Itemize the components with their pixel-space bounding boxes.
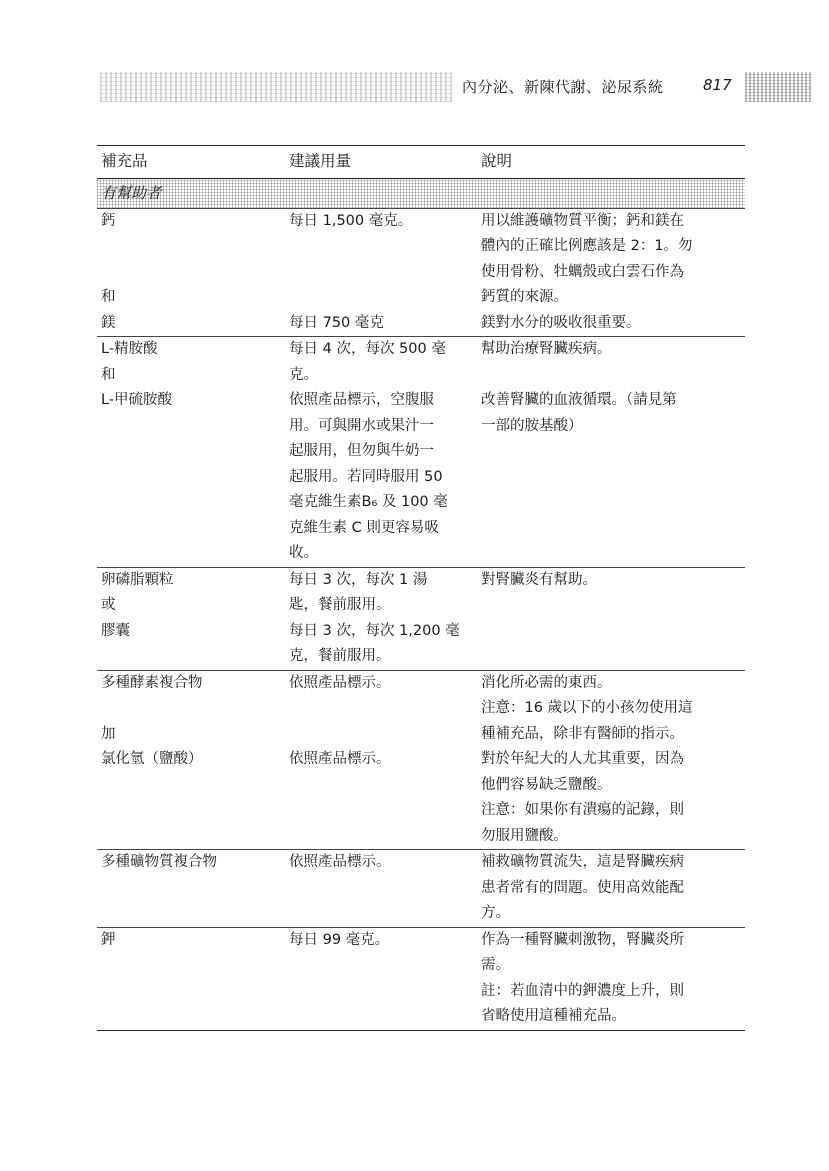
dosage-cell [285,208,477,337]
supplement-line: 加 [101,725,116,742]
table-row [97,337,745,568]
dosage-line: 每日 750 毫克 [289,314,384,331]
running-head: 內分泌、新陳代謝、泌尿系統 [462,78,664,96]
table-row [97,208,745,337]
description-line: 註：若血清中的鉀濃度上升，則 [481,982,684,999]
dosage-line: 每日 3 次，每次 1 湯 [289,571,428,588]
section-cell [97,178,745,208]
supplement-line: 氯化氫（鹽酸） [101,751,203,767]
supplement-line [101,696,281,722]
description-line: 體內的正確比例應該是 2：1。勿 [481,238,693,254]
dosage-line: 匙，餐前服用。 [289,597,391,613]
supplement-line: 和 [101,366,116,383]
supplement-line: L-甲硫胺酸 [101,392,173,408]
description-line: 對腎臟炎有幫助。 [481,571,597,588]
page-number: 817 [703,76,732,94]
supplement-cell [97,850,285,928]
description-line: 幫助治療腎臟疾病。 [481,341,612,357]
dosage-line: 用。可與開水或果汁一 [289,417,434,434]
supplement-line: 鎂 [101,314,116,331]
dosage-cell [285,567,477,670]
description-cell [477,670,745,850]
supplement-line: 多種礦物質複合物 [101,854,217,870]
dosage-cell [285,670,477,850]
section-row [97,178,745,208]
column-header-supplement: 補充品 [97,146,285,179]
supplement-cell [97,927,285,1030]
table-header [97,146,745,179]
dosage-line [289,260,473,286]
supplement-cell [97,208,285,337]
supplement-line: 或 [101,597,116,613]
supplement-line: 和 [101,289,116,305]
dosage-line [289,696,473,722]
header-scan-artifact-right [745,72,811,102]
table-row [97,927,745,1030]
description-cell [477,927,745,1030]
description-line: 使用骨粉、牡蠣殼或白雲石作為 [481,263,684,280]
description-line [481,363,741,389]
table-row [97,670,745,850]
supplement-line: 鈣 [101,212,116,229]
supplement-line: 鉀 [101,931,116,948]
dosage-cell [285,927,477,1030]
description-line: 省略使用這種補充品。 [481,1008,626,1024]
dosage-line: 克，餐前服用。 [289,648,391,664]
description-line: 注意：16 歲以下的小孩勿使用這 [481,700,693,716]
dosage-line: 依照產品標示。 [289,854,391,870]
description-cell [477,337,745,568]
dosage-line: 收。 [289,545,318,561]
header-scan-artifact [100,72,452,102]
dosage-line: 每日 4 次，每次 500 毫 [289,341,446,357]
dosage-line: 每日 3 次，每次 1,200 毫 [289,622,460,639]
dosage-line: 起服用，但勿與牛奶一 [289,443,434,459]
description-line: 方。 [481,905,510,921]
description-line: 注意：如果你有潰瘍的記錄，則 [481,802,684,818]
dosage-line: 依照產品標示。 [289,751,391,767]
dosage-line: 克維生素 C 則更容易吸 [289,519,439,536]
description-line: 作為一種腎臟刺激物，腎臟炎所 [481,931,684,948]
description-line: 種補充品，除非有醫師的指示。 [481,725,684,742]
description-line: 改善腎臟的血液循環。（請見第 [481,392,677,408]
supplement-line [101,234,281,260]
description-line: 患者常有的問題。使用高效能配 [481,879,684,896]
description-cell [477,208,745,337]
supplement-line: 膠囊 [101,622,130,639]
supplement-cell [97,567,285,670]
description-cell [477,850,745,928]
dosage-cell [285,337,477,568]
description-line: 對於年紀大的人尤其重要，因為 [481,751,684,767]
table-body [97,178,745,1030]
dosage-line: 依照產品標示，空腹服 [289,392,434,408]
dosage-line: 每日 1,500 毫克。 [289,212,413,229]
dosage-line: 毫克維生素B₆ 及 100 毫 [289,494,448,510]
table-header-row [97,146,745,179]
description-line: 消化所必需的東西。 [481,674,612,691]
description-line: 鈣質的來源。 [481,289,568,305]
supplement-line: 卵磷脂顆粒 [101,571,174,588]
description-line: 鎂對水分的吸收很重要。 [481,314,641,331]
section-band [97,179,745,208]
dosage-line: 依照產品標示。 [289,674,391,691]
supplement-cell [97,670,285,850]
description-line: 需。 [481,957,510,973]
dosage-line: 每日 99 毫克。 [289,931,390,948]
description-line: 一部的胺基酸） [481,417,583,434]
dosage-line [289,722,473,748]
description-line: 他們容易缺乏鹽酸。 [481,776,612,793]
description-cell [477,567,745,670]
supplement-line [101,260,281,286]
section-label: 有幫助者 [101,183,162,202]
dosage-line: 克。 [289,366,318,383]
description-line: 勿服用鹽酸。 [481,827,568,844]
supplement-table [97,145,745,1031]
dosage-line [289,285,473,311]
dosage-line [289,234,473,260]
table-row [97,567,745,670]
dosage-line: 起服用。若同時服用 50 [289,468,443,485]
description-line: 用以維護礦物質平衡；鈣和鎂在 [481,212,684,229]
supplement-cell [97,337,285,568]
column-header-description: 說明 [477,146,745,179]
column-header-dosage: 建議用量 [285,146,477,179]
dosage-cell [285,850,477,928]
table-row [97,850,745,928]
description-line: 補救礦物質流失，這是腎臟疾病 [481,854,684,870]
supplement-line: L-精胺酸 [101,341,158,357]
supplement-line: 多種酵素複合物 [101,674,203,691]
